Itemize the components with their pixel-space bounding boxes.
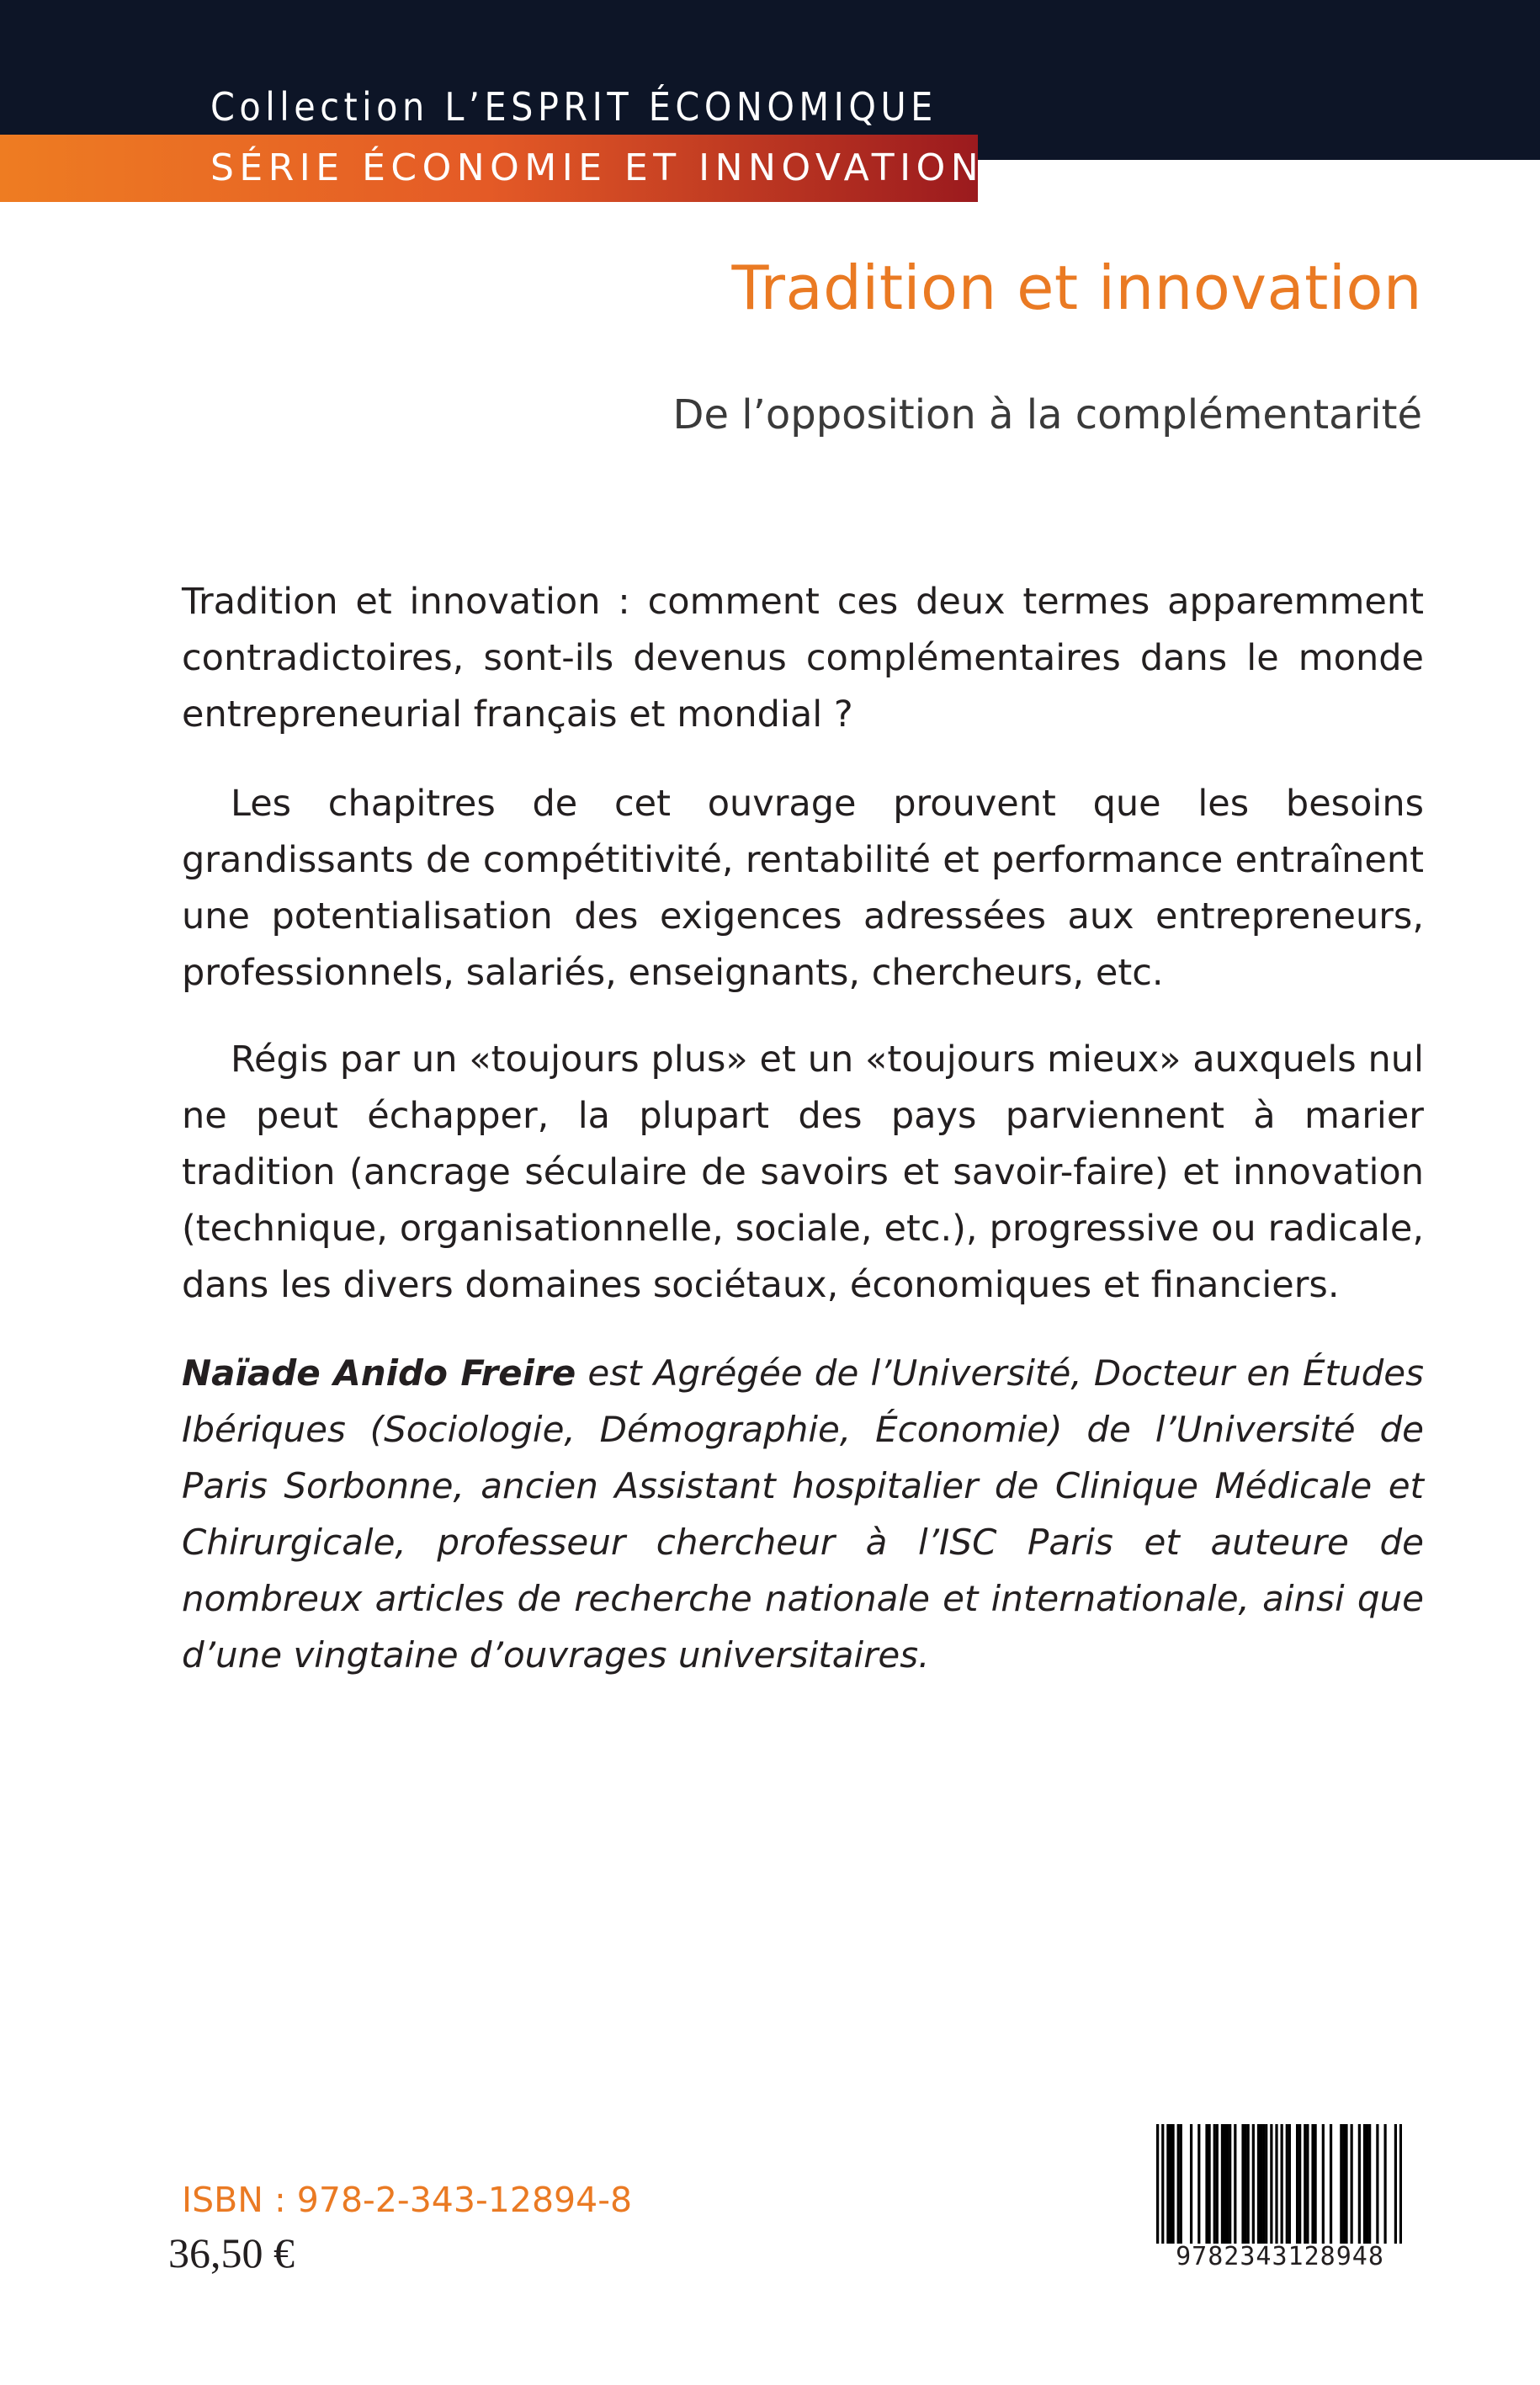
author-name: Naïade Anido Freire bbox=[182, 1352, 576, 1394]
blurb-paragraph-3: Régis par un «toujours plus» et un «toujours mieux» auxquels nul ne peut échapper, la plupart des pays parviennent à marier tradition (ancrage séculaire de savoirs et savoir-faire) et innovation (technique, organisationnelle, sociale, etc.), progressive ou radicale, dans les divers domaines sociétaux, économiques et financiers. bbox=[182, 1038, 1424, 1306]
barcode-bar bbox=[1342, 2124, 1345, 2244]
barcode-bar bbox=[1304, 2124, 1306, 2244]
barcode-bar bbox=[1190, 2124, 1192, 2244]
barcode-bar bbox=[1330, 2124, 1332, 2244]
barcode-bar bbox=[1275, 2124, 1277, 2244]
barcode-bar bbox=[1213, 2124, 1216, 2244]
barcode-bar bbox=[1399, 2124, 1402, 2244]
barcode-bar bbox=[1281, 2124, 1283, 2244]
barcode-bar bbox=[1257, 2124, 1260, 2244]
author-bio bbox=[182, 1345, 1424, 1683]
barcode-bar bbox=[1296, 2124, 1298, 2244]
barcode-bar bbox=[1314, 2124, 1316, 2244]
barcode-bar bbox=[1383, 2124, 1386, 2244]
barcode-bars bbox=[1156, 2124, 1402, 2244]
barcode-bar bbox=[1208, 2124, 1210, 2244]
barcode-bar bbox=[1245, 2124, 1247, 2244]
barcode-bar bbox=[1197, 2124, 1200, 2244]
barcode-bar bbox=[1221, 2124, 1224, 2244]
price: 36,50 € bbox=[168, 2229, 295, 2276]
barcode-bar bbox=[1216, 2124, 1219, 2244]
barcode-bar bbox=[1358, 2124, 1361, 2244]
collection-name: Collection L’ESPRIT ÉCONOMIQUE bbox=[210, 84, 937, 130]
barcode-bar bbox=[1376, 2124, 1378, 2244]
barcode-bar bbox=[1286, 2124, 1288, 2244]
barcode-bar bbox=[1224, 2124, 1226, 2244]
barcode-bar bbox=[1322, 2124, 1325, 2244]
author-bio-text: est Agrégée de l’Université, Docteur en Études Ibériques (Sociologie, Démographie, Économie) de l’Université de Paris Sorbonne, ancien Assistant hospitalier de Clinique Médicale et Chirurgicale, professeur chercheur à l’ISC Paris et auteure de nombreux articles de recherche nationale et internationale, ainsi que d’une vingtaine d’ouvrages universitaires. bbox=[182, 1352, 1424, 1676]
blurb-paragraph-2: Les chapitres de cet ouvrage prouvent que les besoins grandissants de compétitivité, rentabilité et performance entraînent une potentialisation des exigences adressées aux entrepreneurs, professionnels, salariés, enseignants, chercheurs, etc. bbox=[182, 783, 1424, 994]
barcode-number: 9782343128948 bbox=[1176, 2242, 1384, 2271]
barcode-bar bbox=[1247, 2124, 1250, 2244]
barcode-bar bbox=[1177, 2124, 1180, 2244]
barcode-bar bbox=[1234, 2124, 1236, 2244]
isbn: ISBN : 978-2-343-12894-8 bbox=[182, 2180, 633, 2220]
barcode-bar bbox=[1226, 2124, 1229, 2244]
barcode-bar bbox=[1363, 2124, 1366, 2244]
barcode-bar bbox=[1270, 2124, 1272, 2244]
barcode-bar bbox=[1306, 2124, 1309, 2244]
barcode-bar bbox=[1252, 2124, 1255, 2244]
book-title: Tradition et innovation bbox=[731, 252, 1422, 323]
book-subtitle: De l’opposition à la complémentarité bbox=[672, 391, 1422, 438]
barcode-bar bbox=[1166, 2124, 1169, 2244]
barcode-bar bbox=[1180, 2124, 1182, 2244]
barcode-bar bbox=[1368, 2124, 1371, 2244]
series-band bbox=[0, 135, 985, 202]
series-name: SÉRIE ÉCONOMIE ET INNOVATION bbox=[210, 146, 985, 189]
barcode-bar bbox=[1262, 2124, 1265, 2244]
barcode-bar bbox=[1171, 2124, 1174, 2244]
barcode-bar bbox=[1229, 2124, 1231, 2244]
barcode-bar bbox=[1265, 2124, 1267, 2244]
barcode-bar bbox=[1298, 2124, 1301, 2244]
barcode-bar bbox=[1156, 2124, 1159, 2244]
barcode-bar bbox=[1288, 2124, 1291, 2244]
barcode-bar bbox=[1161, 2124, 1164, 2244]
barcode-bar bbox=[1366, 2124, 1368, 2244]
barcode-bar bbox=[1241, 2124, 1244, 2244]
blurb-paragraph-1: Tradition et innovation : comment ces deux termes apparemment contradictoires, sont-ils devenus complémentaires dans le monde entrepreneurial français et mondial ? bbox=[182, 581, 1424, 736]
barcode-bar bbox=[1340, 2124, 1342, 2244]
barcode-bar bbox=[1394, 2124, 1397, 2244]
barcode-bar bbox=[1345, 2124, 1347, 2244]
barcode-bar bbox=[1169, 2124, 1171, 2244]
barcode-bar bbox=[1351, 2124, 1353, 2244]
barcode bbox=[1146, 2116, 1414, 2276]
barcode-bar bbox=[1260, 2124, 1262, 2244]
barcode-bar bbox=[1311, 2124, 1314, 2244]
barcode-bar bbox=[1205, 2124, 1208, 2244]
